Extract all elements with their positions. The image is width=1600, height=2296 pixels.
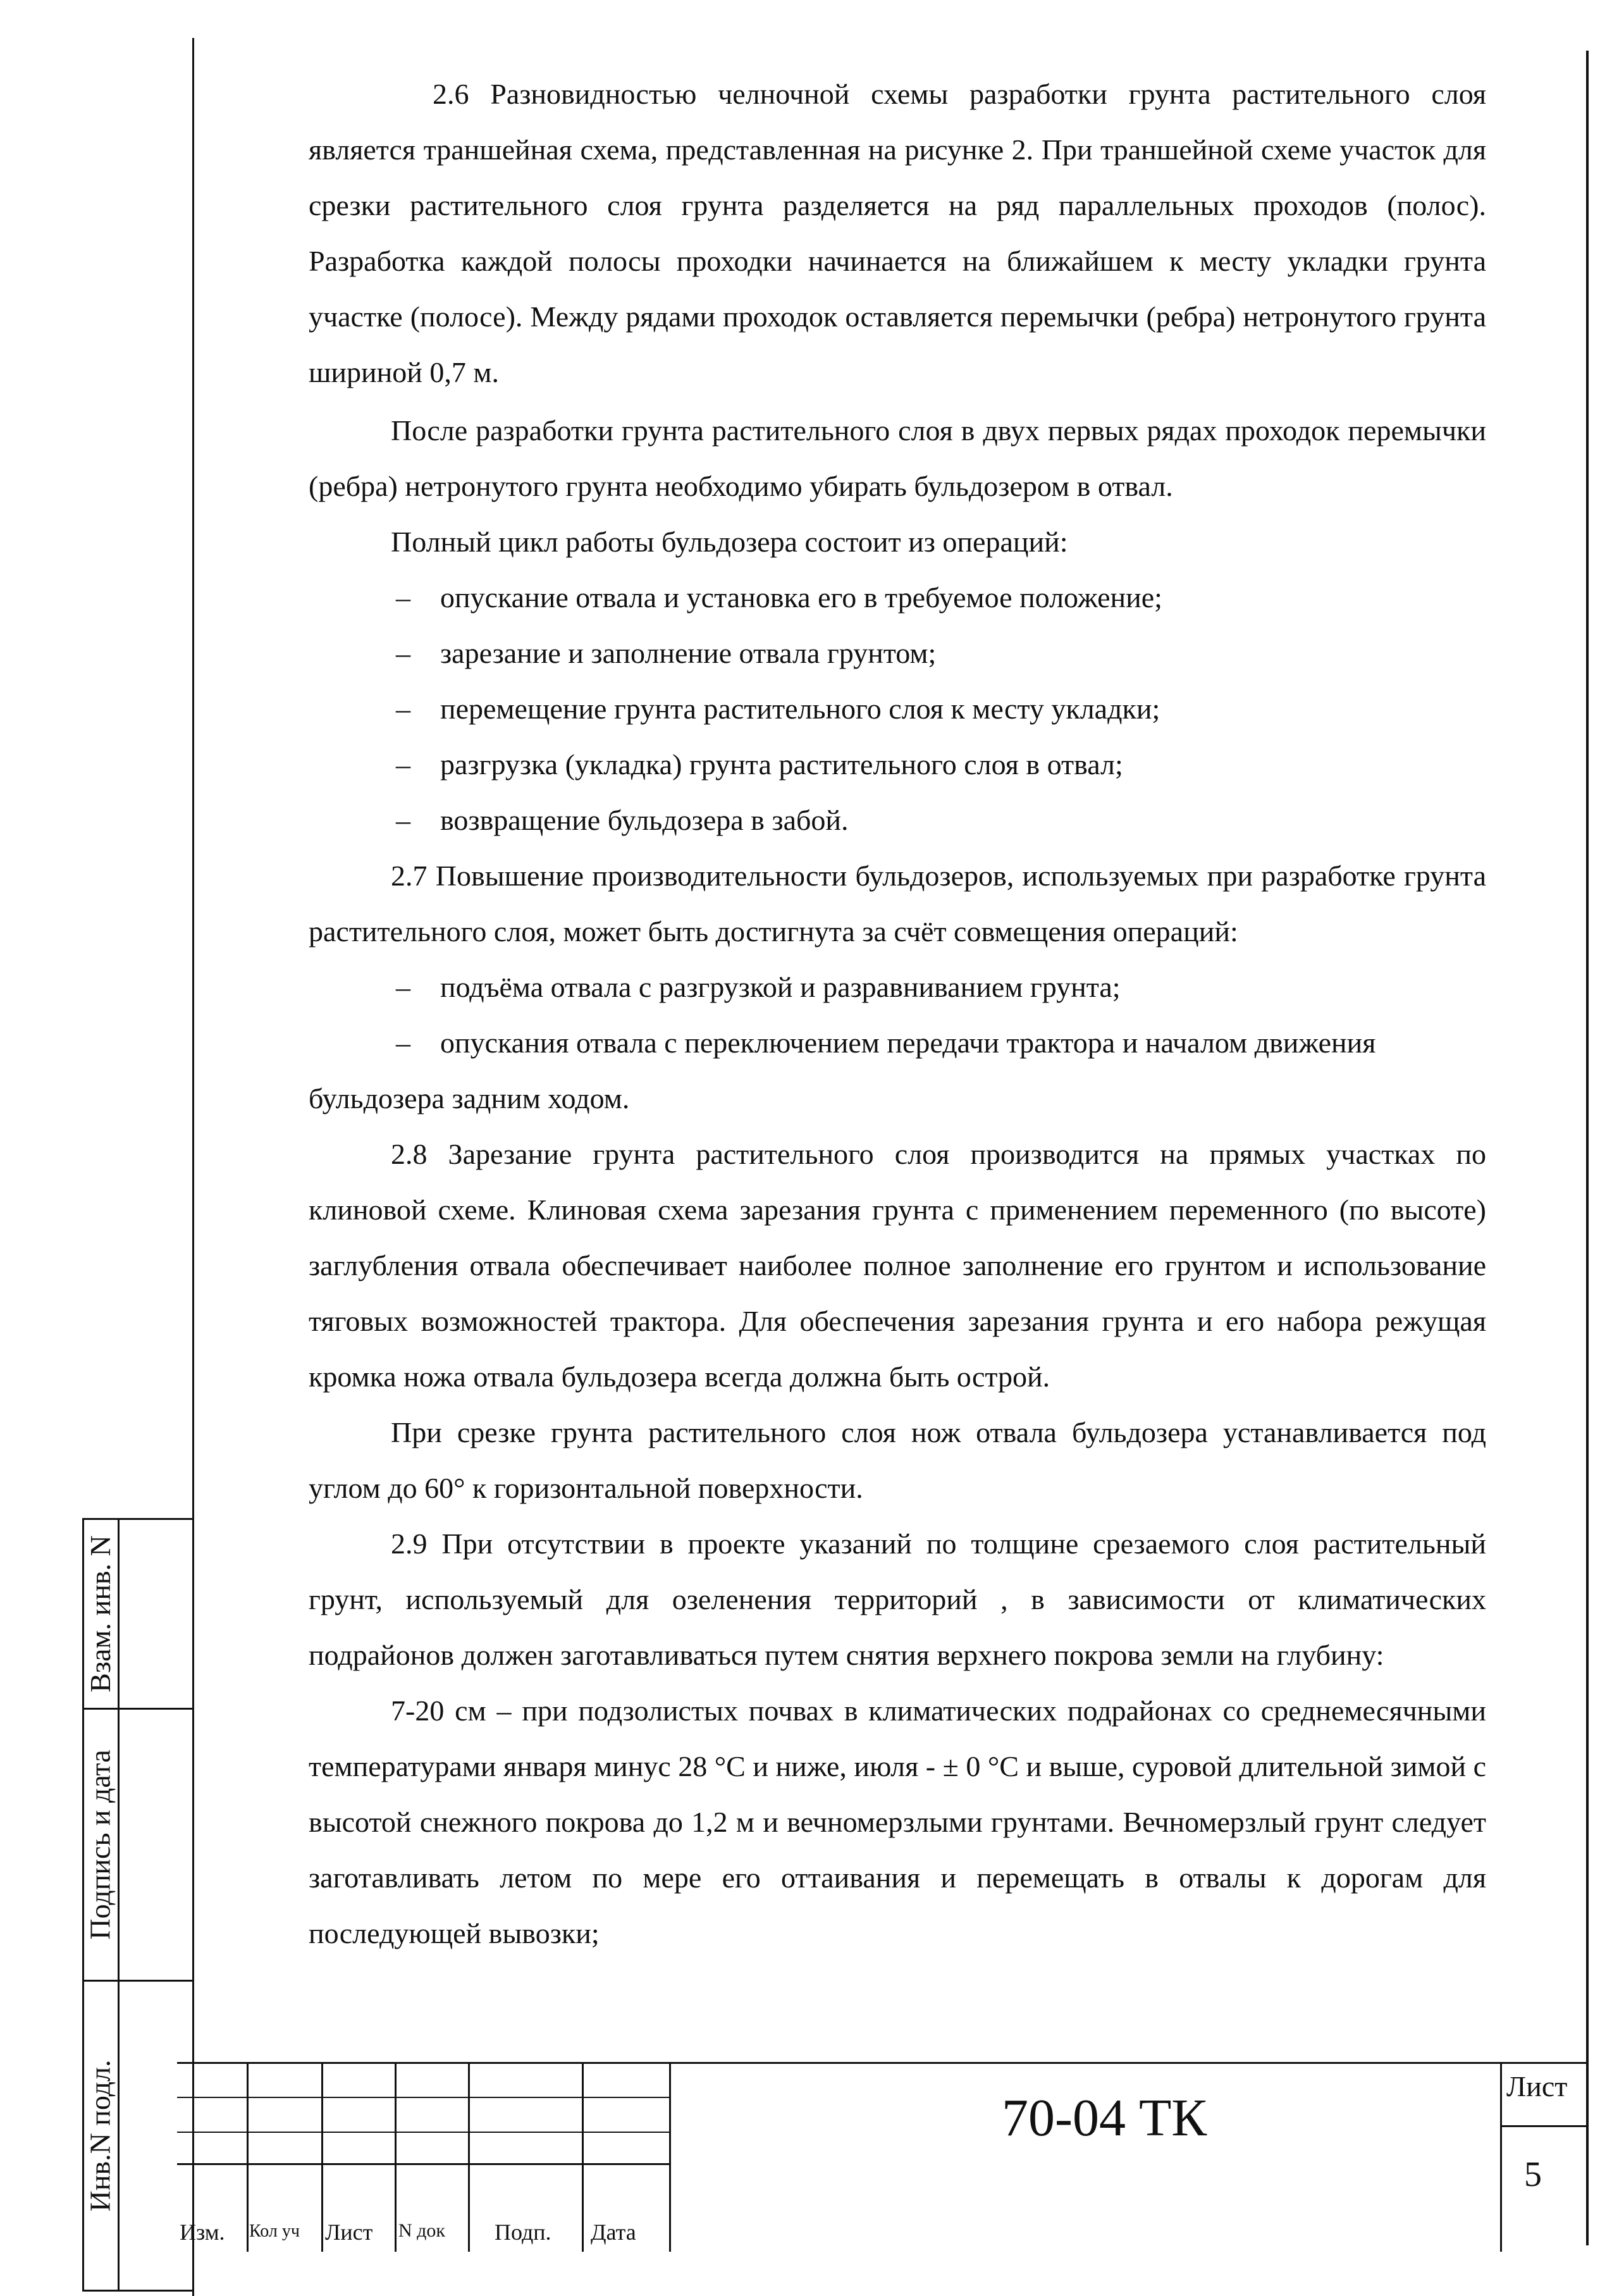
list-item: – зарезание и заполнение отвала грунтом; xyxy=(396,637,937,669)
side-stamp-inv-vzam: Взам. инв. N xyxy=(83,1535,116,1693)
paragraph-2-9: 2.9 При отсутствии в проекте указаний по толщине срезаемого слоя растительный грунт, используемый для озеленения территорий , в зависимости от климатических подрайонов должен заготавливаться путем снятия верхнего покрова земли на глубину: xyxy=(309,1528,1486,1671)
frame-left-border xyxy=(192,38,194,2296)
titleblock-col-2 xyxy=(321,2062,323,2252)
side-stamp-inv-podl: Инв.N подл. xyxy=(83,2059,116,2212)
frame-right-border xyxy=(1586,51,1589,2245)
list-item: – опускание отвала и установка его в требуемое положение; xyxy=(396,581,1162,614)
list-item: – разгрузка (укладка) грунта растительного слоя в отвал; xyxy=(396,748,1123,781)
paragraph-cut-angle: При срезке грунта растительного слоя нож отвала бульдозера устанавливается под углом до 60° к горизонтальной поверхности. xyxy=(309,1416,1486,1504)
side-stamp-sign-date: Подпись и дата xyxy=(83,1750,116,1940)
titleblock-izm: Изм. xyxy=(180,2219,225,2245)
paragraph-2-6: 2.6 Разновидностью челночной схемы разработки грунта растительного слоя является траншейная схема, представленная на рисунке 2. При траншейной схеме участок для срезки растительного слоя грунта разделяется на ряд параллельных проходов (полос). Разработка каждой полосы проходки начинается на ближайшем к месту укладки грунта участке (полосе). Между рядами проходок оставляется перемычки (ребра) нетронутого грунта шириной 0,7 м. xyxy=(309,78,1486,388)
list-item: – перемещение грунта растительного слоя к месту укладки; xyxy=(396,693,1160,725)
titleblock-col-4 xyxy=(468,2062,470,2252)
titleblock-col-5 xyxy=(582,2062,584,2252)
titleblock-list: Лист xyxy=(325,2219,373,2245)
titleblock-sheet-divider xyxy=(1500,2125,1589,2127)
list-cycle-operations xyxy=(309,570,1486,848)
list-combined-operations xyxy=(309,960,1486,1126)
titleblock-row-c xyxy=(177,2163,670,2165)
paragraph-7-20-cm: 7-20 см – при подзолистых почвах в климатических подрайонах со среднемесячными температурами января минус 28 °С и ниже, июля - ± 0 °С и выше, суровой длительной зимой с высотой снежного покрова до 1,2 м и вечномерзлыми грунтами. Вечномерзлый грунт следует заготавливать летом по мере его оттаивания и перемещать в отвалы к дорогам для последующей вывозки; xyxy=(309,1694,1486,1949)
titleblock-col-sheet xyxy=(1500,2062,1502,2252)
titleblock-col-1 xyxy=(247,2062,249,2252)
titleblock-col-6 xyxy=(669,2062,671,2252)
paragraph-2-8: 2.8 Зарезание грунта растительного слоя производится на прямых участках по клиновой схеме. Клиновая схема зарезания грунта с применением переменного (по высоте) заглубления отвала обеспечивает наиболее полное заполнение его грунтом и использование тяговых возможностей трактора. Для обеспечения зарезания грунта и его набора режущая кромка ножа отвала бульдозера всегда должна быть острой. xyxy=(309,1138,1486,1393)
titleblock-top xyxy=(177,2062,1589,2064)
paragraph-2-7: 2.7 Повышение производительности бульдозеров, используемых при разработке грунта растительного слоя, может быть достигнута за счёт совмещения операций: xyxy=(309,860,1486,947)
titleblock-row-b xyxy=(177,2132,670,2133)
list-item: – возвращение бульдозера в забой. xyxy=(396,804,849,836)
titleblock-kol-uch: Кол уч xyxy=(249,2221,300,2241)
document-body xyxy=(309,66,1486,1961)
side-stamp-divider xyxy=(118,1518,120,2290)
list-item: – подъёма отвала с разгрузкой и разравниванием грунта; xyxy=(396,971,1121,1003)
paragraph-cycle-intro: Полный цикл работы бульдозера состоит из операций: xyxy=(391,526,1068,558)
document-code: 70-04 ТК xyxy=(1002,2089,1207,2147)
paragraph-after-development: После разработки грунта растительного слоя в двух первых рядах проходок перемычки (ребра) нетронутого грунта необходимо убирать бульдозером в отвал. xyxy=(309,414,1486,502)
list-item: – опускания отвала с переключением передачи трактора и началом движения бульдозера задним ходом. xyxy=(309,1027,1376,1114)
sheet-number: 5 xyxy=(1524,2155,1542,2194)
titleblock-data: Дата xyxy=(591,2219,636,2245)
side-stamp-bottom xyxy=(82,2290,194,2292)
titleblock-sheet-label: Лист xyxy=(1506,2070,1568,2102)
titleblock-podp: Подп. xyxy=(495,2219,551,2245)
titleblock-col-3 xyxy=(395,2062,397,2252)
titleblock-n-dok: N док xyxy=(398,2220,446,2241)
titleblock-row-a xyxy=(177,2097,670,2098)
